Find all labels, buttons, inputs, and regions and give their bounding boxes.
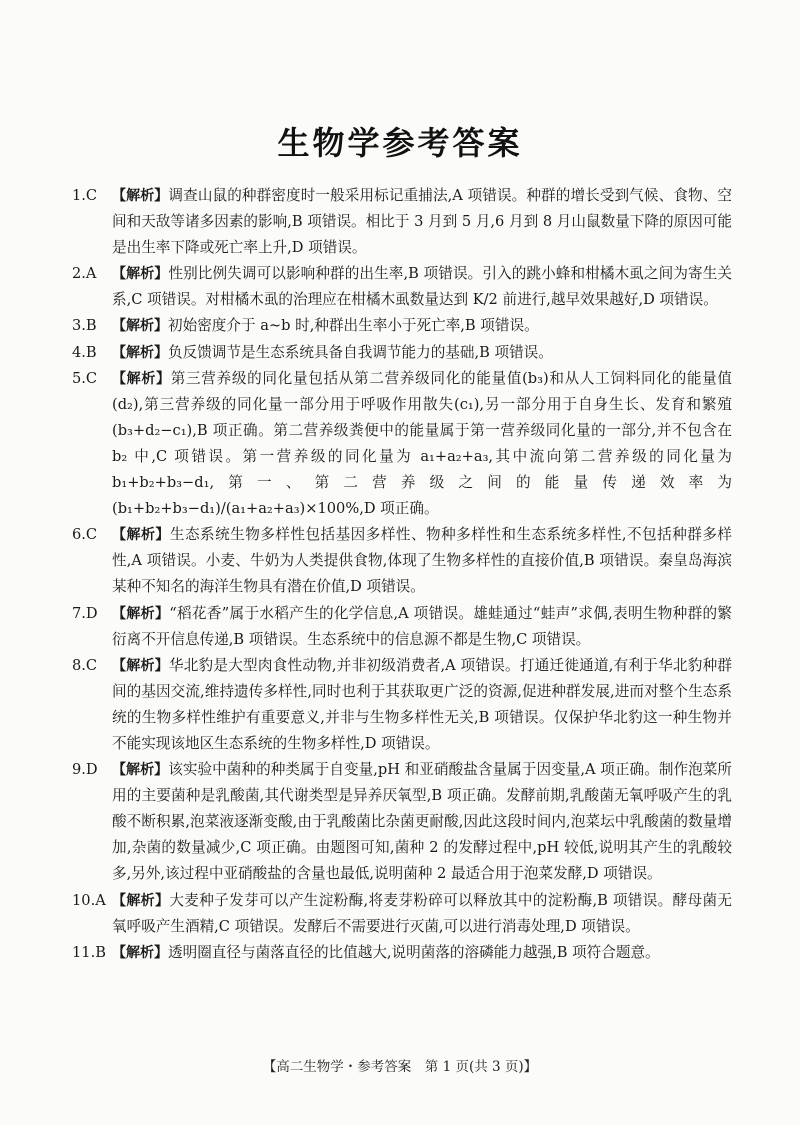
- answer-item-7: [72, 601, 732, 653]
- answer-text: 性别比例失调可以影响种群的出生率,B 项错误。引入的跳小蜂和柑橘木虱之间为寄生关系,C 项错误。对柑橘木虱的治理应在柑橘木虱数量达到 K/2 前进行,越早效果越好,D 项错误。: [112, 265, 733, 309]
- analysis-tag: 【解析】: [112, 344, 168, 361]
- answer-number: 7.D: [72, 604, 98, 622]
- answer-number: 6.C: [72, 526, 98, 544]
- answer-item-8: [72, 653, 732, 757]
- answer-number: 1.C: [72, 187, 98, 204]
- answer-number: 4.B: [72, 343, 97, 361]
- answer-text: 生态系统生物多样性包括基因多样性、物种多样性和生态系统多样性,不包括种群多样性,A 项错误。小麦、牛奶为人类提供食物,体现了生物多样性的直接价值,B 项错误。秦皇岛海滨某种不知名的海洋生物具有潜在价值,D 项错误。: [112, 526, 732, 596]
- analysis-tag: 【解析】: [112, 605, 170, 622]
- answer-item-4: [72, 340, 732, 366]
- answer-number: 8.C: [72, 656, 98, 674]
- analysis-tag: 【解析】: [112, 266, 169, 283]
- answer-number: 10.A: [72, 891, 106, 909]
- answer-text: “稻花香”属于水稻产生的化学信息,A 项错误。雄蛙通过“蛙声”求偶,表明生物种群的繁衍离不开信息传递,B 项错误。生态系统中的信息源不都是生物,C 项错误。: [112, 604, 732, 648]
- answer-item-2: [72, 261, 732, 313]
- answer-item-1: [72, 183, 732, 261]
- analysis-tag: 【解析】: [112, 892, 170, 909]
- answer-text: 调查山鼠的种群密度时一般采用标记重捕法,A 项错误。种群的增长受到气候、食物、空间和天敌等诸多因素的影响,B 项错误。相比于 3 月到 5 月,6 月到 8 月山鼠数量下降的原因可能是出生率下降或死亡率上升,D 项错误。: [112, 187, 733, 257]
- answer-text: 初始密度介于 a~b 时,种群出生率小于死亡率,B 项错误。: [168, 317, 539, 335]
- document-title: 生物学参考答案: [277, 124, 523, 162]
- answer-list: [72, 183, 732, 966]
- answer-number: 11.B: [72, 943, 106, 961]
- answer-item-3: [72, 313, 732, 339]
- answer-item-10: [72, 888, 732, 940]
- answer-number: 3.B: [72, 317, 97, 335]
- answer-text: 华北豹是大型肉食性动物,并非初级消费者,A 项错误。打通迁徙通道,有利于华北豹种群间的基因交流,维持遗传多样性,同时也利于其获取更广泛的资源,促进种群发展,进而对整个生态系统的生物多样性维护有重要意义,并非与生物多样性无关,B 项错误。仅保护华北豹这一种生物并不能实现该地区生态系统的生物多样性,D 项错误。: [112, 656, 732, 752]
- analysis-tag: 【解析】: [112, 762, 169, 779]
- answer-text: 透明圈直径与菌落直径的比值越大,说明菌落的溶磷能力越强,B 项符合题意。: [168, 943, 660, 961]
- answer-text: 该实验中菌种的种类属于自变量,pH 和亚硝酸盐含量属于因变量,A 项正确。制作泡菜所用的主要菌种是乳酸菌,其代谢类型是异养厌氧型,B 项正确。发酵前期,乳酸菌无氧呼吸产生的乳酸不断积累,泡菜液逐渐变酸,由于乳酸菌比杂菌更耐酸,因此这段时间内,泡菜坛中乳酸菌的数量增加,杂菌的数量减少,C 项正确。由题图可知,菌种 2 的发酵过程中,pH 较低,说明其产生的乳酸较多,另外,该过程中亚硝酸盐的含量也最低,说明菌种 2 最适合用于泡菜发酵,D 项错误。: [112, 761, 733, 883]
- answer-number: 5.C: [72, 369, 98, 387]
- answer-item-11: [72, 940, 732, 966]
- analysis-tag: 【解析】: [112, 318, 168, 335]
- answer-number: 2.A: [72, 265, 97, 283]
- page-footer: 【高二生物学・参考答案 第 1 页(共 3 页)】: [262, 1059, 538, 1075]
- analysis-tag: 【解析】: [112, 527, 170, 544]
- answer-item-6: [72, 522, 732, 600]
- answer-text: 大麦种子发芽可以产生淀粉酶,将麦芽粉碎可以释放其中的淀粉酶,B 项错误。酵母菌无氧呼吸产生酒精,C 项错误。发酵后不需要进行灭菌,可以进行消毒处理,D 项错误。: [112, 891, 733, 935]
- analysis-tag: 【解析】: [112, 657, 169, 674]
- answer-number: 9.D: [72, 761, 98, 779]
- analysis-tag: 【解析】: [112, 944, 168, 961]
- answer-item-5: [72, 366, 732, 523]
- analysis-tag: 【解析】: [112, 188, 169, 204]
- analysis-tag: 【解析】: [112, 370, 171, 387]
- answer-text: 负反馈调节是生态系统具备自我调节能力的基础,B 项错误。: [168, 343, 553, 361]
- answer-text: 第三营养级的同化量包括从第二营养级同化的能量值(b₃)和从人工饲料同化的能量值(d₂),第三营养级的同化量一部分用于呼吸作用散失(c₁),另一部分用于自身生长、发育和繁殖(b₃+d₂−c₁),B 项正确。第二营养级粪便中的能量属于第一营养级同化量的一部分,并不包含在 b₂ 中,C 项错误。第一营养级的同化量为 a₁+a₂+a₃,其中流向第二营养级的同化量为 b₁+b₂+b₃−d₁,第一、第二营养级之间的能量传递效率为(b₁+b₂+b₃−d₁)/(a₁+a₂+a₃)×100%,D 项正确。: [112, 369, 732, 518]
- answer-item-9: [72, 757, 732, 887]
